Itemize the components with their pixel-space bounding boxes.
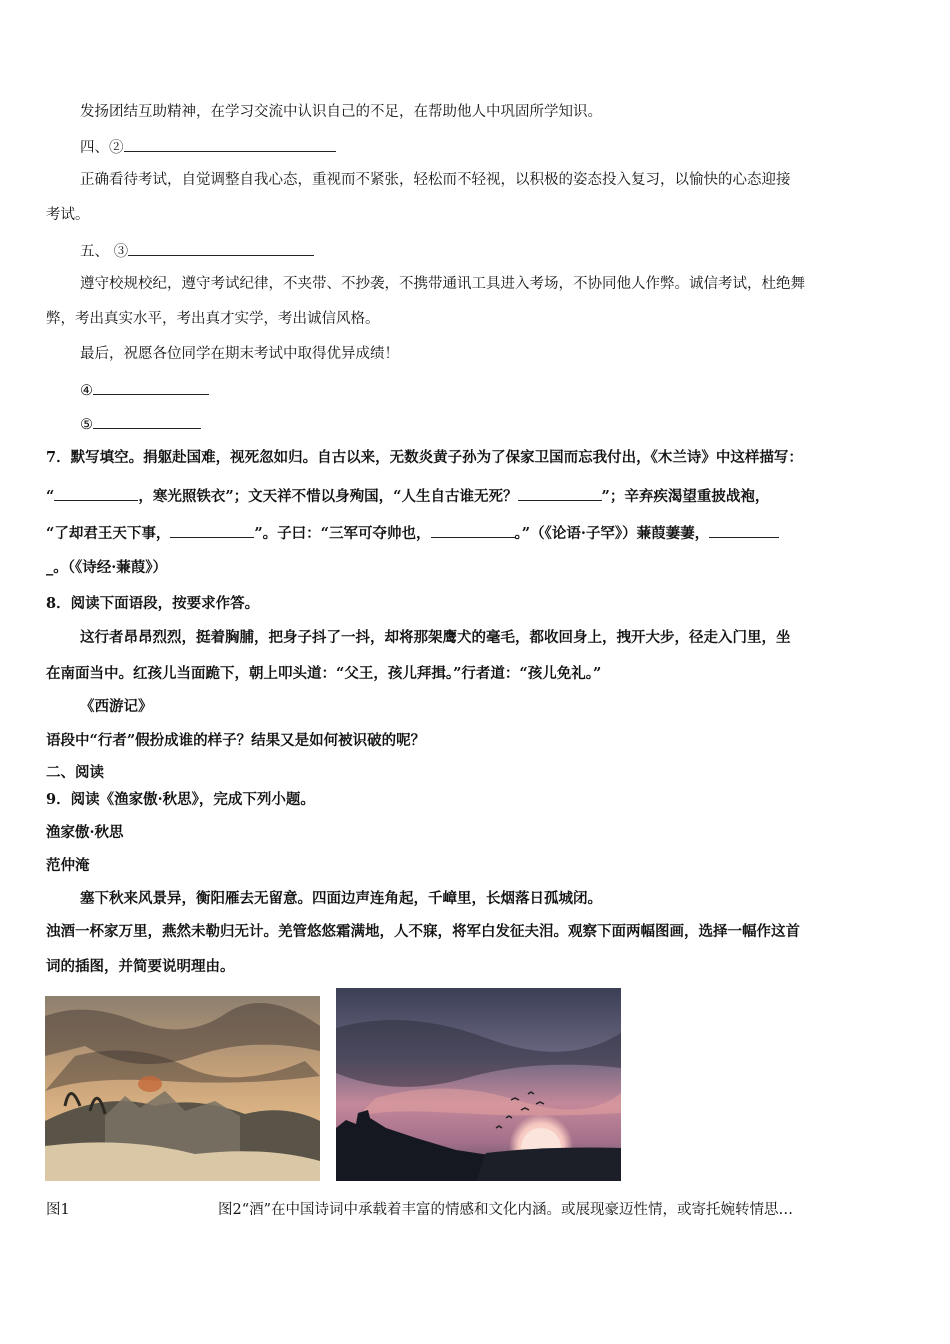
answer-line-4 xyxy=(80,379,209,401)
q8-passage: 在南面当中。红孩儿当面跪下，朝上叩头道：“父王，孩儿拜揖。”行者道：“孩儿免礼。” xyxy=(46,665,602,682)
q7-prompt: 7．默写填空。捐躯赴国难，视死忽如归。自古以来，无数炎黄子孙为了保家卫国而忘我付出，《木兰诗》中这样描写： xyxy=(46,449,803,466)
heading-five xyxy=(80,240,314,262)
heading-four xyxy=(80,136,336,158)
q8-prompt: 8．阅读下面语段，按要求作答。 xyxy=(46,595,260,612)
figure-2-caption: 图2“酒”在中国诗词中承载着丰富的情感和文化内涵。或展现豪迈性情，或寄托婉转情思… xyxy=(218,1202,794,1218)
figure-1-caption: 图1 xyxy=(46,1202,70,1218)
heading-five-label: 五、 ③ xyxy=(80,244,129,260)
q7-line-2 xyxy=(46,485,769,507)
q7-line-4 xyxy=(46,558,167,578)
text-line: 正确看待考试，自觉调整自我心态，重视而不紧张，轻松而不轻视，以积极的姿态投入复习，以愉快的心态迎接 xyxy=(80,172,791,188)
q7-blank-4[interactable] xyxy=(431,522,515,538)
text-line: 最后，祝愿各位同学在期末考试中取得优异成绩！ xyxy=(80,346,399,362)
text-line: 考试。 xyxy=(46,207,90,223)
q9-prompt: 9．阅读《渔家傲·秋思》，完成下列小题。 xyxy=(46,791,315,808)
poem-text: 塞下秋来风景异，衡阳雁去无留意。四面边声连角起，千嶂里，长烟落日孤城闭。 xyxy=(80,890,602,907)
q7-text: “了却君王天下事， xyxy=(46,525,171,542)
text-line: 遵守校规校纪，遵守考试纪律，不夹带、不抄袭，不携带通讯工具进入考场，不协同他人作弊。诚信考试，杜绝舞 xyxy=(80,276,805,292)
q7-text: ”。子曰：“三军可夺帅也， xyxy=(254,525,431,542)
q8-source: 《西游记》 xyxy=(80,698,153,715)
answer-blank-3[interactable] xyxy=(128,240,314,256)
q7-line-3 xyxy=(46,522,779,544)
section-title: 二、阅读 xyxy=(46,764,104,781)
q7-blank-5[interactable] xyxy=(709,522,779,538)
answer-blank-2[interactable] xyxy=(124,136,336,152)
q7-text: 。（《诗经·蒹葭》） xyxy=(53,559,168,576)
q7-blank-1[interactable] xyxy=(54,485,138,501)
answer-label-4: ④ xyxy=(80,383,93,399)
poem-author: 范仲淹 xyxy=(46,857,90,874)
q7-text: ”；辛弃疾渴望重披战袍， xyxy=(601,488,770,505)
poem-text: 浊酒一杯家万里，燕然未勒归无计。羌管悠悠霜满地，人不寐，将军白发征夫泪。观察下面两幅图画，选择一幅作这首 xyxy=(46,923,800,940)
q7-text: ，寒光照铁衣”；文天祥不惜以身殉国，“人生自古谁无死？ xyxy=(138,488,518,505)
figure-2-image xyxy=(336,988,621,1181)
answer-label-5: ⑤ xyxy=(80,417,93,433)
text-line: 弊，考出真实水平，考出真才实学，考出诚信风格。 xyxy=(46,311,380,327)
answer-line-5 xyxy=(80,413,201,435)
figure-1-image xyxy=(45,996,320,1181)
poem-text: 词的插图，并简要说明理由。 xyxy=(46,958,235,975)
q7-blank-2[interactable] xyxy=(518,485,602,501)
text-line: 发扬团结互助精神，在学习交流中认识自己的不足，在帮助他人中巩固所学知识。 xyxy=(80,104,602,120)
answer-blank-5[interactable] xyxy=(93,413,201,429)
q7-text: _ xyxy=(46,559,54,576)
heading-four-label: 四、② xyxy=(80,140,124,156)
answer-blank-4[interactable] xyxy=(93,379,209,395)
q7-text: “ xyxy=(46,488,55,505)
q7-blank-3[interactable] xyxy=(170,522,254,538)
q8-passage: 这行者昂昂烈烈，挺着胸脯，把身子抖了一抖，却将那架鹰犬的毫毛，都收回身上，拽开大步，径走入门里，坐 xyxy=(80,629,791,646)
q8-question: 语段中“行者”假扮成谁的样子？结果又是如何被识破的呢？ xyxy=(46,732,426,749)
poem-title: 渔家傲·秋思 xyxy=(46,824,124,841)
q7-text: 。”（《论语·子罕》）蒹葭萋萋， xyxy=(514,525,710,542)
